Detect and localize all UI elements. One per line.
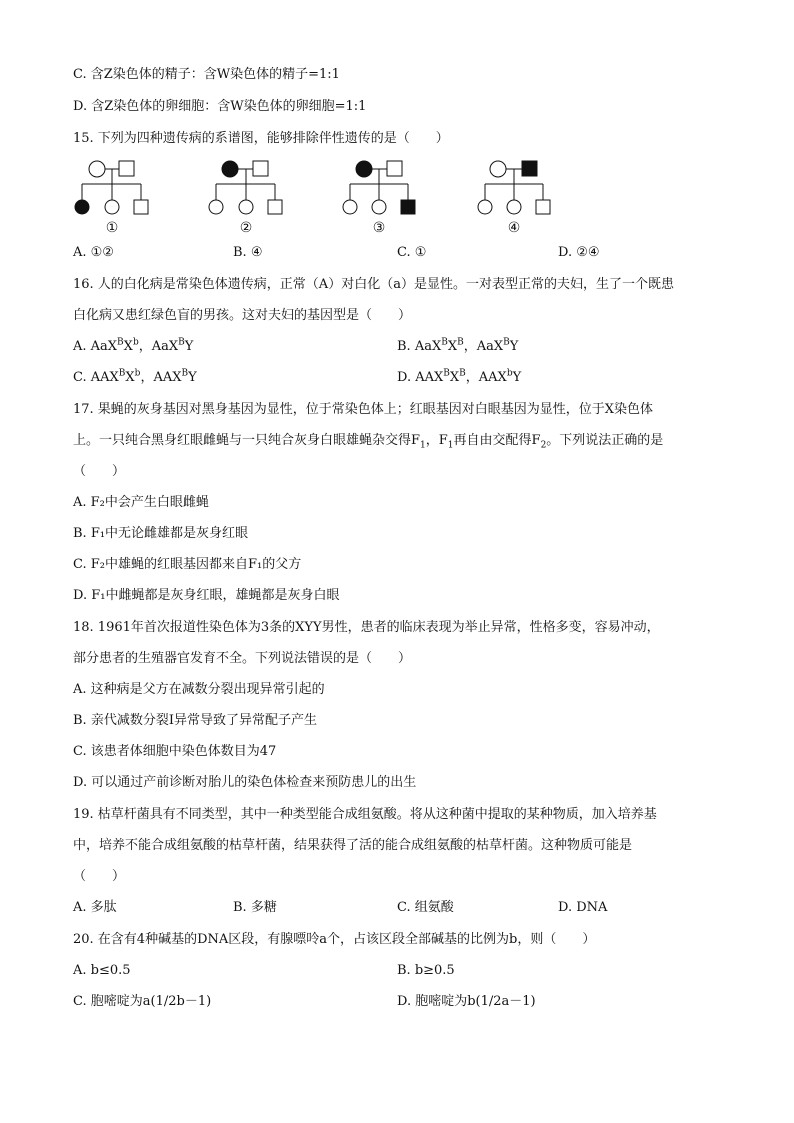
q15-option-b[interactable]: B. ④ — [233, 245, 263, 260]
question-16-line-1: 16. 人的白化病是常染色体遗传病，正常（A）对白化（a）是显性。一对表型正常的夫妇，生了一个既患 — [73, 277, 674, 292]
pedigree-1 — [75, 161, 148, 214]
pedigree-3 — [343, 161, 415, 214]
question-17-line-2: 上。一只纯合黑身红眼雌蝇与一只纯合灰身白眼雄蝇杂交得$F_1$，$F_1$再自由交配得$F_2$。下列说法正确的是 — [73, 433, 664, 451]
question-19-line-2: 中，培养不能合成组氨酸的枯草杆菌，结果获得了活的能合成组氨酸的枯草杆菌。这种物质可能是 — [73, 838, 633, 853]
q15-option-a[interactable]: A. ①② — [73, 245, 114, 260]
question-19-line-3: （ ） — [73, 869, 126, 884]
q20-option-b[interactable]: B. b≥0.5 — [397, 963, 455, 978]
q17-option-c[interactable]: C. F₂中雄蝇的红眼基因都来自F₁的父方 — [73, 557, 302, 572]
pedigree-label-4: ④ — [507, 220, 521, 236]
pedigree-charts — [66, 150, 586, 240]
q18-option-b[interactable]: B. 亲代减数分裂Ⅰ异常导致了异常配子产生 — [73, 713, 317, 728]
line-d-option: D. 含Z染色体的卵细胞：含W染色体的卵细胞=1:1 — [73, 99, 367, 114]
pedigree-4 — [478, 161, 550, 214]
q16-option-b[interactable]: B. $AaX^BX^B$，AaX$^B$Y — [397, 337, 519, 354]
question-18-line-2: 部分患者的生殖器官发育不全。下列说法错误的是（ ） — [73, 651, 412, 666]
line-c-option: C. 含Z染色体的精子：含W染色体的精子=1:1 — [73, 67, 340, 82]
q18-option-c[interactable]: C. 该患者体细胞中染色体数目为47 — [73, 744, 277, 759]
q17-option-b[interactable]: B. F₁中无论雌雄都是灰身红眼 — [73, 526, 249, 541]
q15-option-c[interactable]: C. ① — [397, 245, 427, 260]
pedigree-label-1: ① — [105, 220, 119, 236]
q16-option-d[interactable]: D. $AAX^BX^B$，AAX$^b$Y — [397, 368, 522, 385]
question-17-line-1: 17. 果蝇的灰身基因对黑身基因为显性，位于常染色体上；红眼基因对白眼基因为显性，位于X染色体 — [73, 402, 654, 417]
q18-option-a[interactable]: A. 这种病是父方在减数分裂出现异常引起的 — [73, 682, 325, 697]
q18-option-d[interactable]: D. 可以通过产前诊断对胎儿的染色体检查来预防患儿的出生 — [73, 775, 417, 790]
q17-option-a[interactable]: A. F₂中会产生白眼雌蝇 — [73, 495, 209, 510]
q20-option-d[interactable]: D. 胞嘧啶为b(1/2a－1) — [397, 994, 536, 1009]
question-20: 20. 在含有4种碱基的DNA区段，有腺嘌呤a个，占该区段全部碱基的比例为b，则（ ） — [73, 932, 596, 947]
q17-option-d[interactable]: D. F₁中雌蝇都是灰身红眼，雄蝇都是灰身白眼 — [73, 588, 340, 603]
q16-option-a[interactable]: A. $AaX^BX^b$，AaX$^B$Y — [73, 337, 194, 354]
question-18-line-1: 18. 1961年首次报道性染色体为3条的XYY男性，患者的临床表现为举止异常，性格多变，容易冲动， — [73, 620, 660, 635]
q16-option-c[interactable]: C. $AAX^BX^b$，$AAX^BY$ — [73, 368, 197, 385]
q19-option-b[interactable]: B. 多糖 — [233, 900, 277, 915]
question-16-line-2: 白化病又患红绿色盲的男孩。这对夫妇的基因型是（ ） — [73, 308, 412, 323]
pedigree-label-3: ③ — [372, 220, 386, 236]
q20-option-a[interactable]: A. b≤0.5 — [73, 963, 131, 978]
question-15: 15. 下列为四种遗传病的系谱图，能够排除伴性遗传的是（ ） — [73, 131, 449, 146]
q19-option-a[interactable]: A. 多肽 — [73, 900, 117, 915]
question-17-line-3: （ ） — [73, 464, 126, 479]
q20-option-c[interactable]: C. 胞嘧啶为a(1/2b－1) — [73, 994, 212, 1009]
pedigree-2 — [209, 161, 282, 214]
q19-option-d[interactable]: D. DNA — [558, 900, 608, 915]
q15-option-d[interactable]: D. ②④ — [558, 245, 600, 260]
q19-option-c[interactable]: C. 组氨酸 — [397, 900, 454, 915]
pedigree-label-2: ② — [239, 220, 253, 236]
question-19-line-1: 19. 枯草杆菌具有不同类型，其中一种类型能合成组氨酸。将从这种菌中提取的某种物质，加入培养基 — [73, 807, 657, 822]
